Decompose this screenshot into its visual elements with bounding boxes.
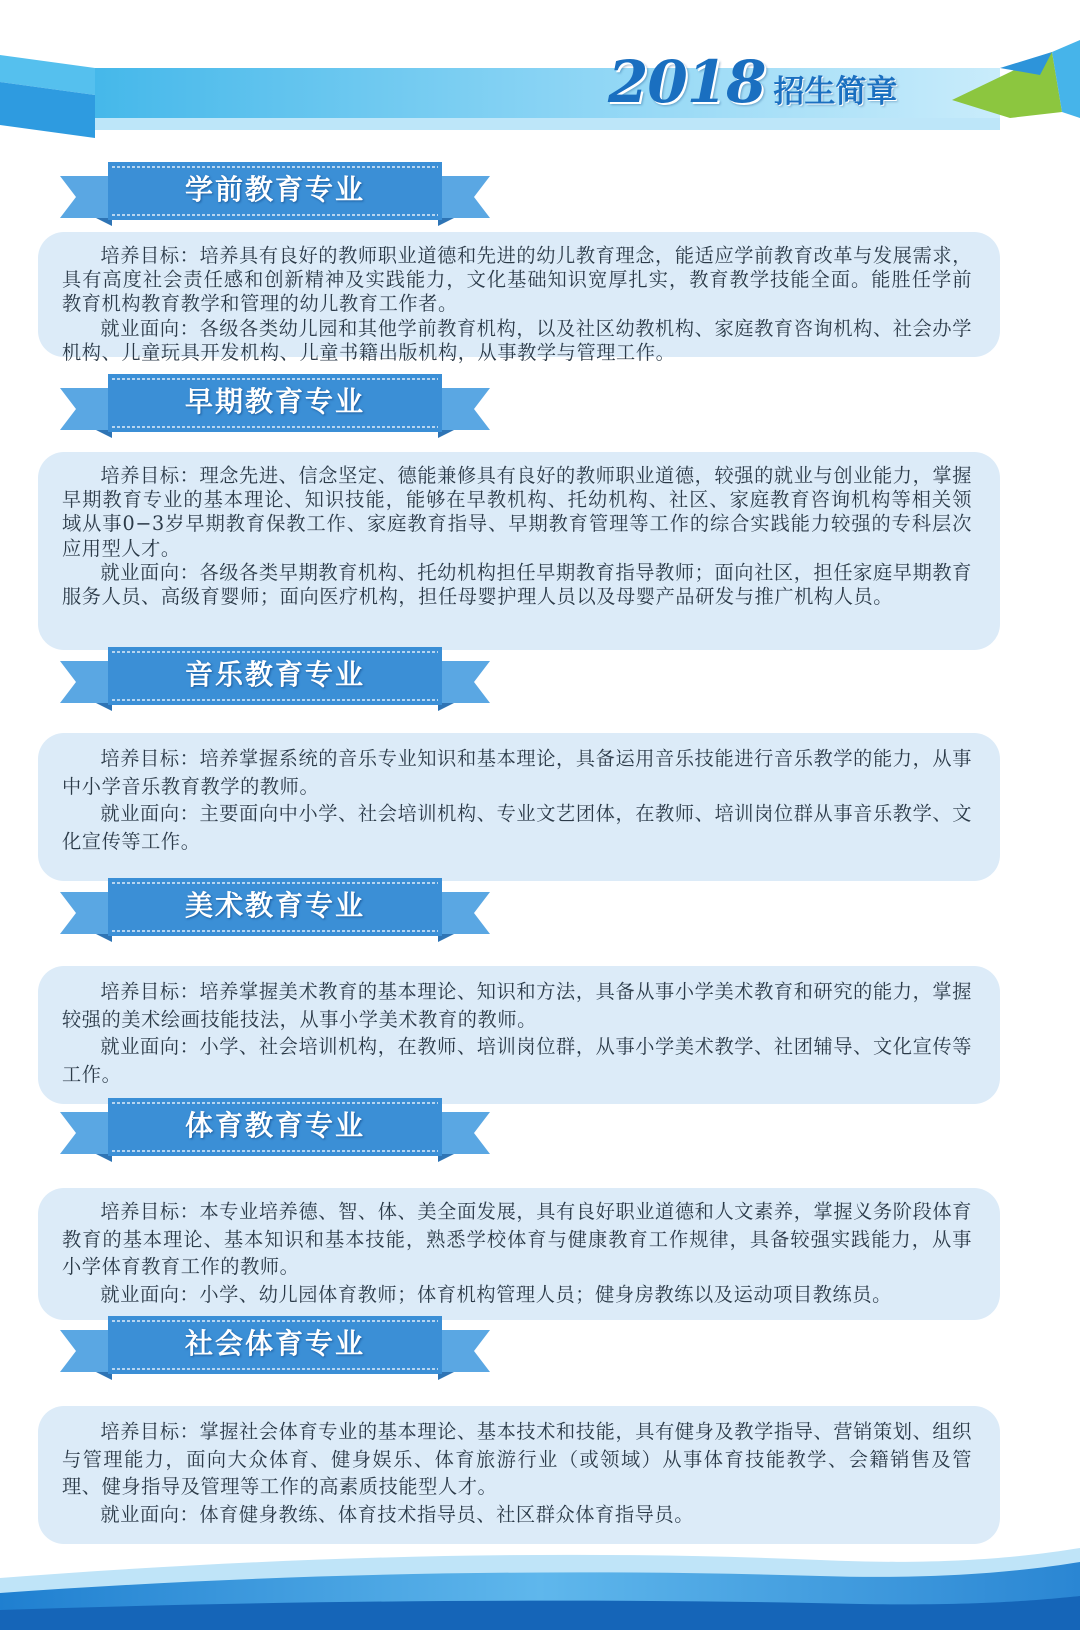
- year-label: 2018: [608, 48, 766, 116]
- section-ribbon: [60, 372, 490, 442]
- training-goal-text: 培养目标：掌握社会体育专业的基本理论、基本技术和技能，具有健身及教学指导、营销策划、组织与管理能力，面向大众体育、健身娱乐、体育旅游行业（或领域）从事体育技能教学、会籍销售及管理、健身指导及管理等工作的高素质技能型人才。: [62, 1420, 972, 1498]
- training-goal-text: 培养目标：培养具有良好的教师职业道德和先进的幼儿教育理念，能适应学前教育改革与发展需求，具有高度社会责任感和创新精神及实践能力，文化基础知识宽厚扎实，教育教学技能全面。能胜任学前教育机构教育教学和管理的幼儿教育工作者。: [62, 244, 972, 316]
- section-card: [38, 1188, 1000, 1320]
- employment-text: 就业面向：小学、幼儿园体育教师；体育机构管理人员；健身房教练以及运动项目教练员。: [100, 1282, 892, 1306]
- training-goal-text: 培养目标：培养掌握美术教育的基本理论、知识和方法，具备从事小学美术教育和研究的能力，掌握较强的美术绘画技能技法，从事小学美术教育的教师。: [62, 980, 972, 1031]
- section-card: [38, 966, 1000, 1104]
- section-card: [38, 232, 1000, 364]
- section-card: [38, 452, 1000, 650]
- section-card: [38, 733, 1000, 881]
- employment-text: 就业面向：各级各类早期教育机构、托幼机构担任早期教育指导教师；面向社区，担任家庭早期教育服务人员、高级育婴师；面向医疗机构，担任母婴护理人员以及母婴产品研发与推广机构人员。: [62, 560, 972, 609]
- wave-shape: [0, 1548, 1080, 1630]
- section-title: 学前教育专业: [184, 173, 365, 206]
- training-goal-text: 培养目标：本专业培养德、智、体、美全面发展，具有良好职业道德和人文素养，掌握义务阶段体育教育的基本理论、基本知识和基本技能，熟悉学校体育与健康教育工作规律，具备较强实践能力，从事小学体育教育工作的教师。: [62, 1200, 972, 1278]
- training-goal-text: 培养目标：理念先进、信念坚定、德能兼修具有良好的教师职业道德，较强的就业与创业能力，掌握早期教育专业的基本理论、知识技能，能够在早教机构、托幼机构、社区、家庭教育咨询机构等相关领域从事0−3岁早期教育保教工作、家庭教育指导、早期教育管理等工作的综合实践能力较强的专科层次应用型人才。: [62, 464, 972, 560]
- section-ribbon: [60, 1096, 490, 1166]
- section-title: 美术教育专业: [184, 889, 365, 922]
- section-title: 社会体育专业: [184, 1327, 365, 1360]
- employment-text: 就业面向：体育健身教练、体育技术指导员、社区群众体育指导员。: [100, 1502, 695, 1526]
- footer-wave-decoration: [0, 1548, 1080, 1630]
- section-ribbon: [60, 876, 490, 946]
- brochure-title: [608, 48, 897, 128]
- section-ribbon: [60, 160, 490, 230]
- employment-text: 就业面向：小学、社会培训机构，在教师、培训岗位群，从事小学美术教学、社团辅导、文化宣传等工作。: [62, 1035, 972, 1086]
- brochure-label: 招生简章: [773, 74, 898, 110]
- header-decoration: [0, 0, 1080, 150]
- section-ribbon: [60, 1314, 490, 1384]
- section-title: 音乐教育专业: [184, 658, 365, 691]
- header-banner: [0, 0, 1080, 150]
- section-card: [38, 1406, 1000, 1544]
- employment-text: 就业面向：主要面向中小学、社会培训机构、专业文艺团体，在教师、培训岗位群从事音乐教学、文化宣传等工作。: [62, 802, 972, 853]
- section-title: 早期教育专业: [184, 385, 365, 418]
- section-ribbon: [60, 645, 490, 715]
- section-title: 体育教育专业: [184, 1109, 365, 1142]
- training-goal-text: 培养目标：培养掌握系统的音乐专业知识和基本理论，具备运用音乐技能进行音乐教学的能力，从事中小学音乐教育教学的教师。: [62, 747, 972, 798]
- employment-text: 就业面向：各级各类幼儿园和其他学前教育机构，以及社区幼教机构、家庭教育咨询机构、社会办学机构、儿童玩具开发机构、儿童书籍出版机构，从事教学与管理工作。: [62, 316, 972, 364]
